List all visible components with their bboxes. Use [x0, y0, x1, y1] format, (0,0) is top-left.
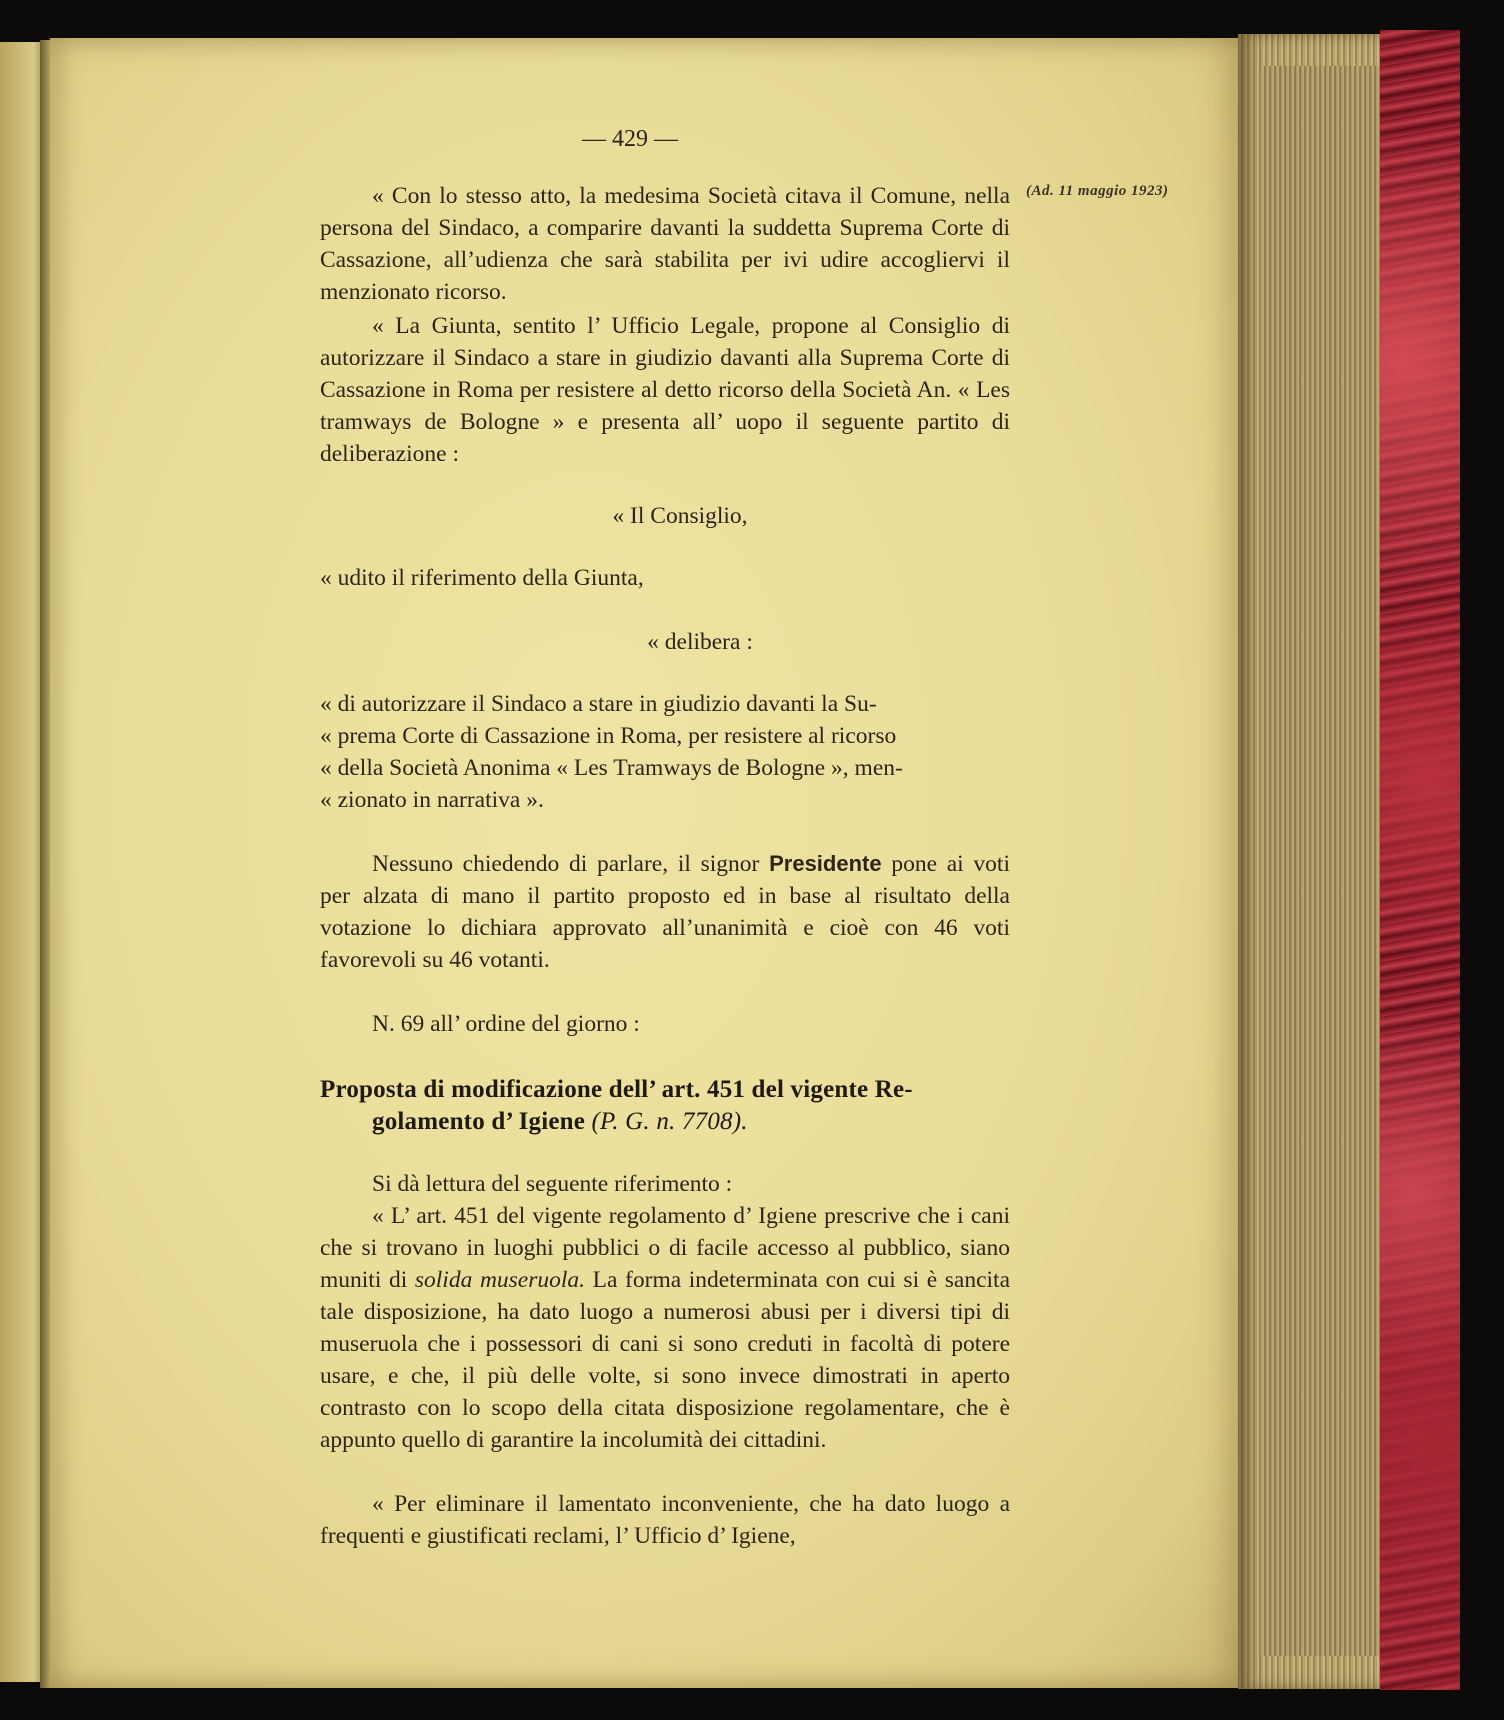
heading-title-end: golamento d’ Igiene [372, 1108, 586, 1135]
art-italic-phrase: solida museruola. [414, 1267, 586, 1293]
votazione-text-end: pone ai voti per alzata di mano il partito proposto ed in base al risultato della votazione lo dichiara approvato all’unanimità e cioè con 46 voti favorevoli su 46 votanti. [320, 851, 1010, 973]
page-edges-inner [1262, 66, 1380, 1656]
art-text-start: « L’ art. 451 del vigente regolamento d’ Igiene prescrive che i cani che si trovano in luoghi pubblici o di facile accesso al pubblico, siano muniti di [320, 1203, 1010, 1293]
paragraph-giunta: « La Giunta, sentito l’ Ufficio Legale, propone al Consiglio di autorizzare il Sindaco a stare in giudizio davanti alla Suprema Corte di Cassazione in Roma per resistere al detto ricorso della Società An. « Les tramways de Bologne » e presenta all’ uopo il seguente partito di deliberazione : [320, 313, 1010, 467]
marbled-cover [1380, 30, 1460, 1690]
art-text-end: La forma indeterminata con cui si è sancita tale disposizione, ha dato luogo a numerosi abusi per i diversi tipi di museruola che i possessori di cani si sono creduti in facoltà di potere usare, e che, il più delle volte, si sono invece dimostrati in aperto contrasto con lo scopo della citata disposizione regolamentare, che è appunto quello di garantire la incolumità dei cittadini. [320, 1267, 1010, 1453]
heading-reference: (P. G. n. 7708). [591, 1108, 748, 1135]
deliberation-line: « prema Corte di Cassazione in Roma, per resistere al ricorso [320, 723, 897, 749]
margin-note-date: (Ad. 11 maggio 1923) [1026, 183, 1169, 199]
paragraph-eliminare: « Per eliminare il lamentato inconveniente, che ha dato luogo a frequenti e giustificati reclami, l’ Ufficio d’ Igiene, [320, 1491, 1010, 1549]
udito-line: « udito il riferimento della Giunta, [320, 565, 644, 591]
deliberation-line: « della Società Anonima « Les Tramways de Bologne », men- [320, 755, 903, 781]
paragraph-art-451 [320, 1200, 1010, 1456]
delibera-line: « delibera : [647, 629, 753, 655]
deliberation-line: « di autorizzare il Sindaco a stare in giudizio davanti la Su- [320, 691, 877, 717]
deliberation-text [320, 688, 1010, 816]
heading-line-1: Proposta di modificazione dell’ art. 451 del vigente Re- [320, 1076, 913, 1103]
votazione-text-start: Nessuno chiedendo di parlare, il signor [372, 851, 760, 877]
presidente-label: Presidente [769, 851, 882, 876]
page-number: — 429 — [582, 126, 678, 152]
heading-line-2 [320, 1106, 1010, 1138]
ordine-del-giorno: N. 69 all’ ordine del giorno : [372, 1011, 640, 1037]
paragraph-votazione [320, 848, 1010, 976]
section-heading [320, 1074, 1010, 1138]
paragraph-citazione: « Con lo stesso atto, la medesima Società citava il Comune, nella persona del Sindaco, a comparire davanti la suddetta Suprema Corte di Cassazione, all’udienza che sarà stabilita per ivi udire accogliervi il menzionato ricorso. [320, 183, 1010, 305]
deliberation-line: « zionato in narrativa ». [320, 787, 544, 813]
consiglio-line: « Il Consiglio, [612, 503, 748, 529]
lettura-line: Si dà lettura del seguente riferimento : [372, 1171, 733, 1197]
